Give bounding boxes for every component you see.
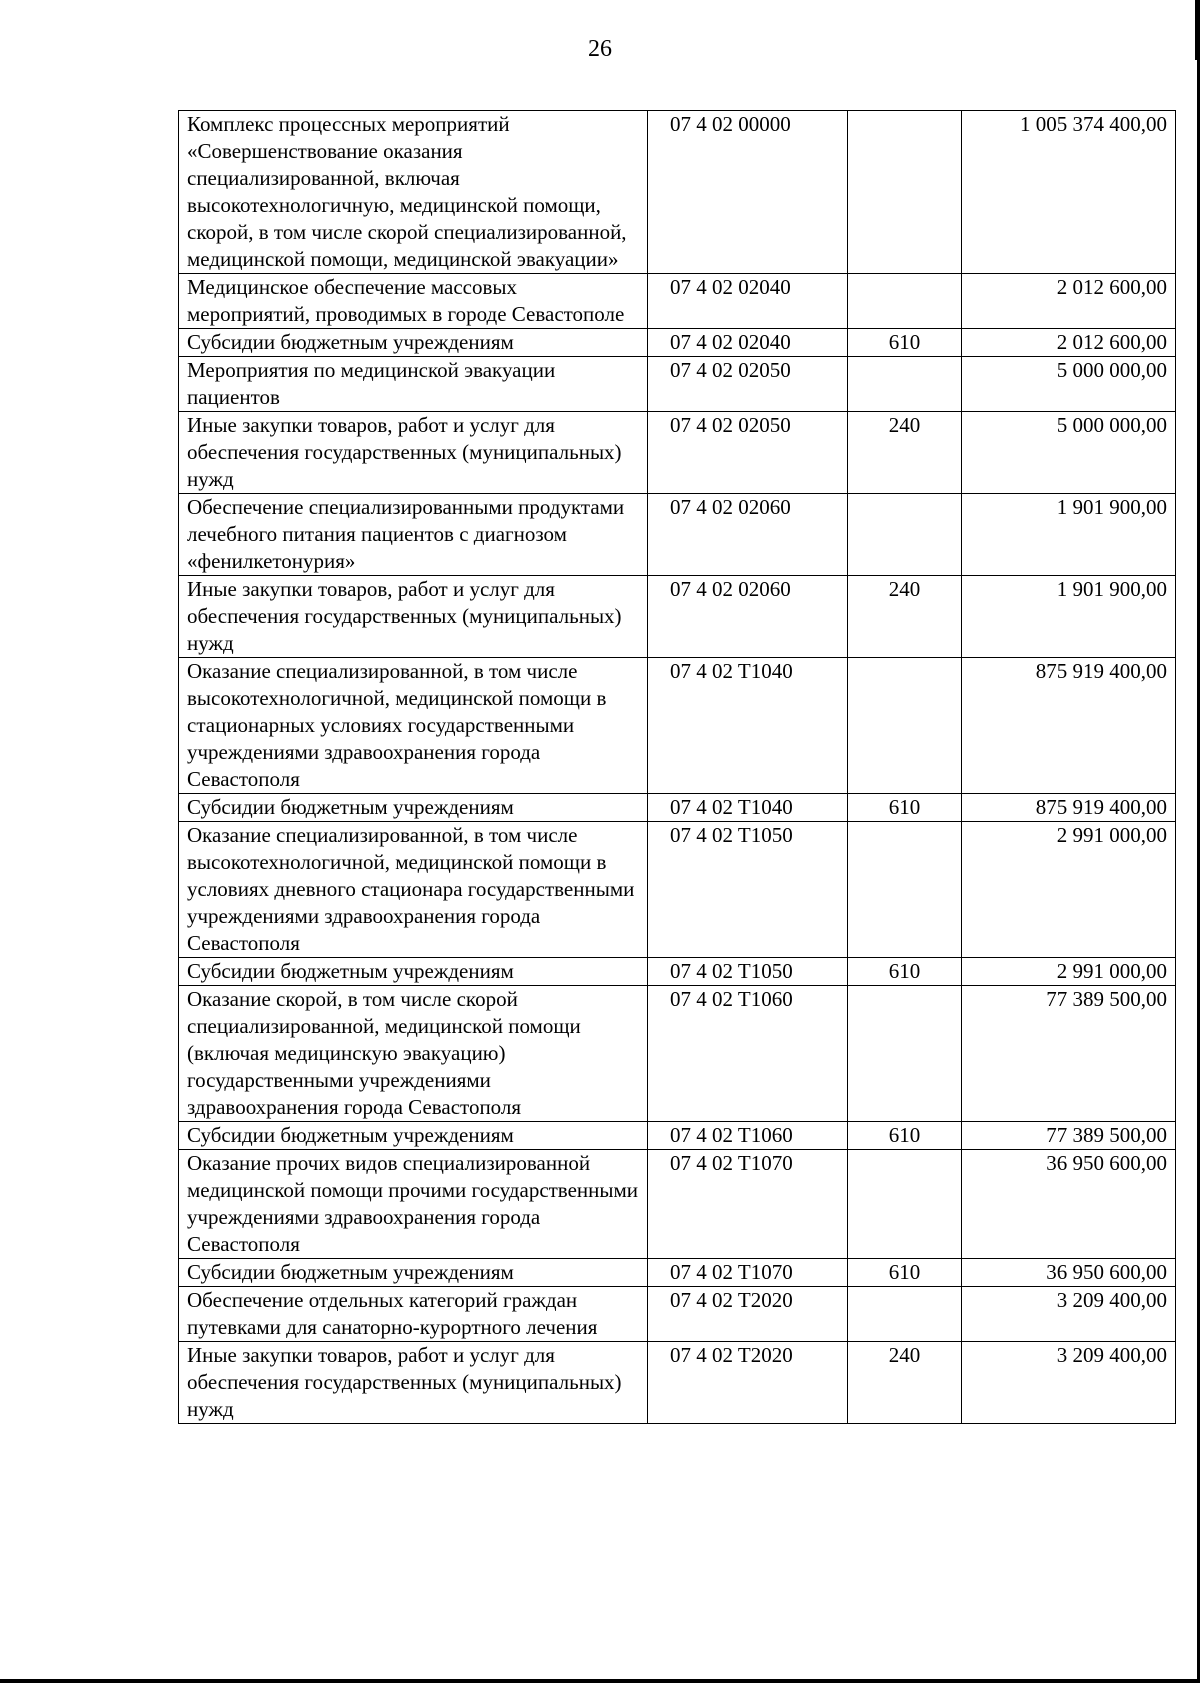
row-expense-type-cell (848, 357, 962, 412)
row-expense-type-cell: 610 (848, 1122, 962, 1150)
row-name-cell: Медицинское обеспечение массовых мероприятий, проводимых в городе Севастополе (179, 274, 648, 329)
row-expense-type-cell (848, 1150, 962, 1259)
row-sum-cell: 875 919 400,00 (962, 794, 1176, 822)
row-expense-type-cell (848, 494, 962, 576)
row-name-cell: Оказание прочих видов специализированной медицинской помощи прочими государственными учреждениями здравоохранения города Севастополя (179, 1150, 648, 1259)
row-name-cell: Иные закупки товаров, работ и услуг для обеспечения государственных (муниципальных) нужд (179, 576, 648, 658)
row-code-cell: 07 4 02 T1050 (648, 958, 848, 986)
row-code-cell: 07 4 02 02040 (648, 274, 848, 329)
row-name-cell: Мероприятия по медицинской эвакуации пациентов (179, 357, 648, 412)
table-row (179, 986, 1176, 1122)
row-expense-type-cell (848, 111, 962, 274)
row-expense-type-cell: 610 (848, 329, 962, 357)
row-name-cell: Иные закупки товаров, работ и услуг для обеспечения государственных (муниципальных) нужд (179, 412, 648, 494)
row-sum-cell: 36 950 600,00 (962, 1259, 1176, 1287)
row-name-cell: Субсидии бюджетным учреждениям (179, 794, 648, 822)
row-sum-cell: 36 950 600,00 (962, 1150, 1176, 1259)
row-name-cell: Оказание специализированной, в том числе высокотехнологичной, медицинской помощи в условиях дневного стационара государственными учреждениями здравоохранения города Севастополя (179, 822, 648, 958)
row-expense-type-cell (848, 658, 962, 794)
row-name-cell: Иные закупки товаров, работ и услуг для обеспечения государственных (муниципальных) нужд (179, 1342, 648, 1424)
row-sum-cell: 3 209 400,00 (962, 1287, 1176, 1342)
row-sum-cell: 1 005 374 400,00 (962, 111, 1176, 274)
table-row (179, 274, 1176, 329)
row-expense-type-cell: 240 (848, 412, 962, 494)
row-sum-cell: 1 901 900,00 (962, 494, 1176, 576)
table-row (179, 494, 1176, 576)
table-row (179, 412, 1176, 494)
row-sum-cell: 3 209 400,00 (962, 1342, 1176, 1424)
row-name-cell: Обеспечение специализированными продуктами лечебного питания пациентов с диагнозом «фенилкетонурия» (179, 494, 648, 576)
table-row (179, 794, 1176, 822)
row-name-cell: Обеспечение отдельных категорий граждан путевками для санаторно-курортного лечения (179, 1287, 648, 1342)
row-name-cell: Субсидии бюджетным учреждениям (179, 1122, 648, 1150)
table-row (179, 111, 1176, 274)
table-row (179, 576, 1176, 658)
row-code-cell: 07 4 02 T1050 (648, 822, 848, 958)
table-row (179, 1122, 1176, 1150)
table-row (179, 357, 1176, 412)
row-expense-type-cell: 610 (848, 1259, 962, 1287)
table-row (179, 1342, 1176, 1424)
row-code-cell: 07 4 02 02050 (648, 412, 848, 494)
row-sum-cell: 5 000 000,00 (962, 412, 1176, 494)
row-code-cell: 07 4 02 02060 (648, 576, 848, 658)
scan-border-bottom (0, 1679, 1200, 1683)
table-row (179, 658, 1176, 794)
row-expense-type-cell: 610 (848, 794, 962, 822)
row-sum-cell: 1 901 900,00 (962, 576, 1176, 658)
row-expense-type-cell (848, 1287, 962, 1342)
table-row (179, 1287, 1176, 1342)
row-sum-cell: 77 389 500,00 (962, 986, 1176, 1122)
row-code-cell: 07 4 02 T1070 (648, 1259, 848, 1287)
row-expense-type-cell: 240 (848, 576, 962, 658)
row-code-cell: 07 4 02 T2020 (648, 1287, 848, 1342)
row-code-cell: 07 4 02 02060 (648, 494, 848, 576)
row-name-cell: Комплекс процессных мероприятий «Совершенствование оказания специализированной, включая высокотехнологичную, медицинской помощи, скорой, в том числе скорой специализированной, медицинской помощи, медицинской эвакуации» (179, 111, 648, 274)
row-code-cell: 07 4 02 00000 (648, 111, 848, 274)
row-sum-cell: 2 991 000,00 (962, 822, 1176, 958)
row-expense-type-cell (848, 986, 962, 1122)
row-code-cell: 07 4 02 T1040 (648, 658, 848, 794)
row-name-cell: Субсидии бюджетным учреждениям (179, 329, 648, 357)
row-expense-type-cell: 240 (848, 1342, 962, 1424)
row-code-cell: 07 4 02 02040 (648, 329, 848, 357)
budget-table (178, 110, 1176, 1424)
row-sum-cell: 2 991 000,00 (962, 958, 1176, 986)
table-row (179, 822, 1176, 958)
row-sum-cell: 875 919 400,00 (962, 658, 1176, 794)
row-sum-cell: 77 389 500,00 (962, 1122, 1176, 1150)
row-code-cell: 07 4 02 T1040 (648, 794, 848, 822)
page-number: 26 (588, 36, 612, 62)
row-code-cell: 07 4 02 T2020 (648, 1342, 848, 1424)
row-expense-type-cell (848, 274, 962, 329)
budget-table-body (179, 111, 1176, 1424)
row-name-cell: Субсидии бюджетным учреждениям (179, 958, 648, 986)
table-row (179, 1150, 1176, 1259)
row-code-cell: 07 4 02 02050 (648, 357, 848, 412)
row-name-cell: Оказание специализированной, в том числе высокотехнологичной, медицинской помощи в стационарных условиях государственными учреждениями здравоохранения города Севастополя (179, 658, 648, 794)
table-row (179, 958, 1176, 986)
row-name-cell: Оказание скорой, в том числе скорой специализированной, медицинской помощи (включая медицинскую эвакуацию) государственными учреждениями здравоохранения города Севастополя (179, 986, 648, 1122)
table-row (179, 329, 1176, 357)
table-row (179, 1259, 1176, 1287)
row-code-cell: 07 4 02 T1060 (648, 986, 848, 1122)
row-expense-type-cell (848, 822, 962, 958)
row-sum-cell: 5 000 000,00 (962, 357, 1176, 412)
row-sum-cell: 2 012 600,00 (962, 329, 1176, 357)
row-code-cell: 07 4 02 T1070 (648, 1150, 848, 1259)
row-code-cell: 07 4 02 T1060 (648, 1122, 848, 1150)
row-expense-type-cell: 610 (848, 958, 962, 986)
row-name-cell: Субсидии бюджетным учреждениям (179, 1259, 648, 1287)
row-sum-cell: 2 012 600,00 (962, 274, 1176, 329)
